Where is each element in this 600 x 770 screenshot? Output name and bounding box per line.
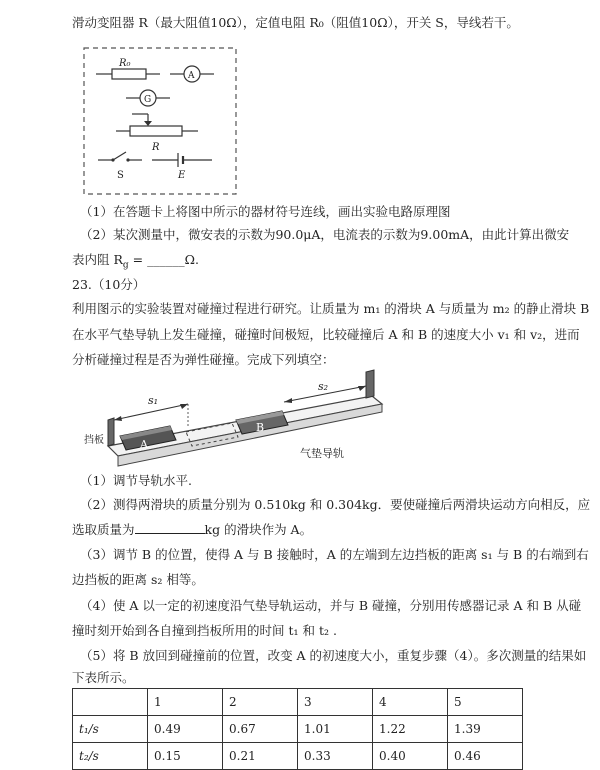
baffle-label: 挡板: [84, 435, 104, 446]
answer-blank-mass[interactable]: [135, 521, 205, 534]
table-header-cell: 5: [448, 689, 523, 716]
s1-dimension-arrow: [114, 404, 188, 428]
table-row: [73, 743, 523, 770]
slider-a-label: A: [140, 438, 148, 451]
table-row: [73, 716, 523, 743]
step2-prefix: 选取质量为: [72, 522, 135, 537]
table-cell: 0.21: [223, 743, 298, 770]
galvanometer-label: G: [144, 95, 152, 105]
table-row-label: t₁/s: [73, 716, 148, 743]
step1: （1）调节导轨水平.: [80, 473, 192, 488]
track-label: 气垫导轨: [300, 447, 344, 460]
step5-line2: 下表所示。: [72, 670, 135, 685]
table-cell: 1.39: [448, 716, 523, 743]
q23-intro-line3: 分析碰撞过程是否为弹性碰撞。完成下列填空：: [72, 352, 335, 367]
q23-header: 23.（10分）: [72, 277, 146, 292]
equipment-line: 滑动变阻器 R（最大阻值10Ω），定值电阻 R₀（阻值10Ω），开关 S，导线若干。: [72, 15, 519, 30]
q23-intro-line2: 在水平气垫导轨上发生碰撞，碰撞时间极短，比较碰撞后 A 和 B 的速度大小 v₁ 和 v₂，进而: [72, 327, 580, 342]
right-baffle: [366, 370, 374, 398]
step4-line2: 撞时刻开始到各自撞到挡板所用的时间 t₁ 和 t₂ .: [72, 623, 337, 638]
s2-label: s₂: [318, 380, 329, 393]
step3-line2: 边挡板的距离 s₂ 相等。: [72, 572, 204, 587]
ammeter-label: A: [188, 71, 195, 81]
step5-line1: （5）将 B 放回到碰撞前的位置，改变 A 的初速度大小，重复步骤（4）。多次测量的结果如: [80, 648, 587, 663]
table-header-cell: 3: [298, 689, 373, 716]
table-header-cell: 2: [223, 689, 298, 716]
step4-line1: （4）使 A 以一定的初速度沿气垫导轨运动，并与 B 碰撞，分别用传感器记录 A 和 B 从碰: [80, 598, 582, 613]
switch-label: S: [117, 170, 124, 181]
r0-label: R₀: [119, 58, 131, 69]
step2-line1: （2）测得两滑块的质量分别为 0.510kg 和 0.304kg．要使碰撞后两滑块运动方向相反，应: [80, 497, 591, 512]
table-cell: 0.49: [148, 716, 223, 743]
s1-label: s₁: [148, 394, 159, 407]
q22-part1: （1）在答题卡上将图中所示的器材符号连线，画出实验电路原理图: [80, 204, 451, 219]
table-cell: 0.40: [373, 743, 448, 770]
q23-intro-line1: 利用图示的实验装置对碰撞过程进行研究。让质量为 m₁ 的滑块 A 与质量为 m₂ 的静止滑块 B: [72, 301, 590, 316]
table-header-cell: [73, 689, 148, 716]
table-row-label: t₂/s: [73, 743, 148, 770]
table-cell: 0.67: [223, 716, 298, 743]
step3-line1: （3）调节 B 的位置，使得 A 与 B 接触时，A 的左端到左边挡板的距离 s₁ 与 B 的右端到右: [80, 547, 589, 562]
table-header-row: [73, 689, 523, 716]
left-baffle: [108, 418, 114, 446]
step2-suffix: kg 的滑块作为 A。: [204, 522, 313, 537]
table-cell: 0.33: [298, 743, 373, 770]
table-header-cell: 4: [373, 689, 448, 716]
q22-rg-suffix: = ______Ω.: [128, 252, 199, 267]
results-table: [72, 688, 523, 770]
table-header-cell: 1: [148, 689, 223, 716]
step2-line2: [72, 521, 312, 539]
battery-label: E: [178, 170, 186, 181]
table-cell: 0.46: [448, 743, 523, 770]
table-cell: 1.01: [298, 716, 373, 743]
table-cell: 1.22: [373, 716, 448, 743]
slider-b-label: B: [256, 421, 265, 434]
q22-rg-prefix: 表内阻 R: [72, 252, 123, 267]
q22-part2-line1: （2）某次测量中，微安表的示数为90.0μA，电流表的示数为9.00mA，由此计算出微安: [80, 227, 570, 242]
q22-rg-sub: g: [122, 260, 129, 271]
table-cell: 0.15: [148, 743, 223, 770]
rheostat-label: R: [152, 142, 160, 153]
